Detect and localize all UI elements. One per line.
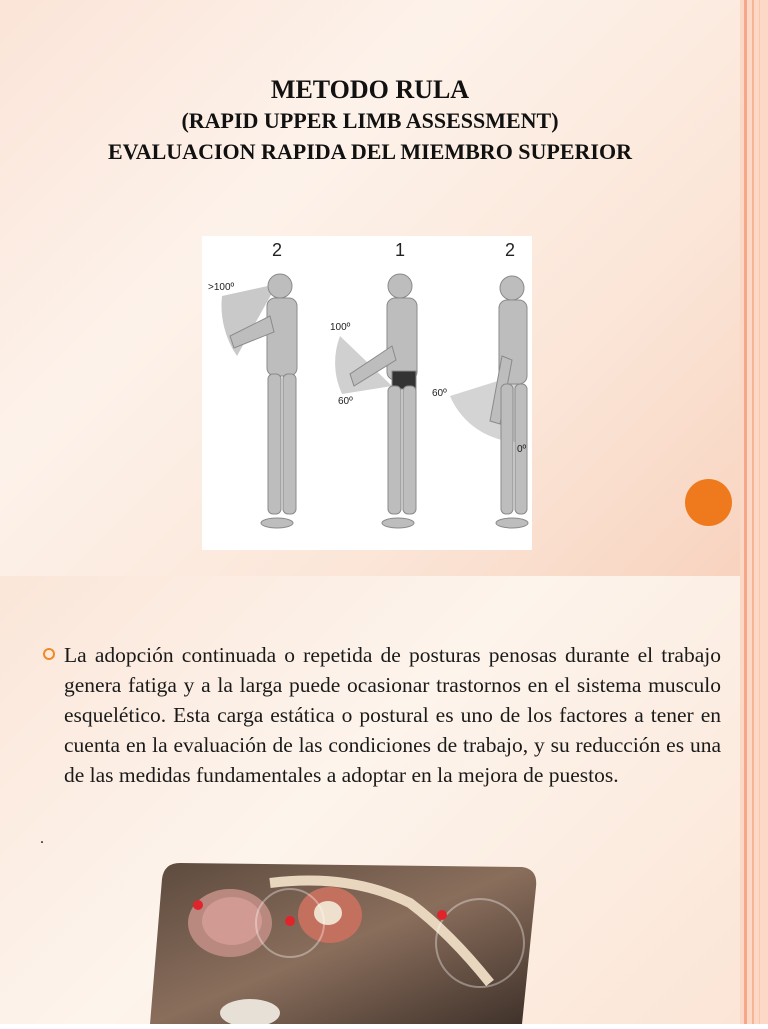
angle-label-60-right: 60º bbox=[432, 388, 447, 399]
stray-period: . bbox=[40, 830, 44, 847]
angle-label-100: 100º bbox=[330, 322, 351, 333]
slide-subtitle-spanish: EVALUACION RAPIDA DEL MIEMBRO SUPERIOR bbox=[108, 139, 632, 164]
posture-label-left: 2 bbox=[272, 240, 283, 260]
rula-posture-figure bbox=[202, 236, 532, 550]
right-decorative-bar bbox=[740, 0, 768, 1024]
slide-title: METODO RULA bbox=[270, 75, 470, 104]
posture-label-middle: 1 bbox=[395, 240, 406, 260]
musculoskeletal-image bbox=[150, 863, 540, 1024]
bullet-ring-icon bbox=[43, 648, 55, 660]
posture-illustration bbox=[202, 236, 532, 550]
angle-label-0: 0º bbox=[517, 444, 527, 455]
posture-label-right: 2 bbox=[505, 240, 516, 260]
angle-label-60-middle: 60º bbox=[338, 396, 353, 407]
slide-subtitle-english: (RAPID UPPER LIMB ASSESSMENT) bbox=[181, 108, 559, 133]
accent-circle bbox=[685, 479, 732, 526]
body-paragraph: La adopción continuada o repetida de posturas penosas durante el trabajo genera fatiga y a la larga puede ocasionar trastornos en el sistema musculo esquelético. Esta carga estática o postural es uno de los factores a tener en cuenta en la evaluación de las condiciones de trabajo, y su reducción es una de las medidas fundamentales a adoptar en la mejora de puestos. bbox=[64, 643, 721, 787]
anatomy-illustration bbox=[150, 863, 540, 1024]
angle-label-gt100: >100º bbox=[208, 282, 235, 293]
